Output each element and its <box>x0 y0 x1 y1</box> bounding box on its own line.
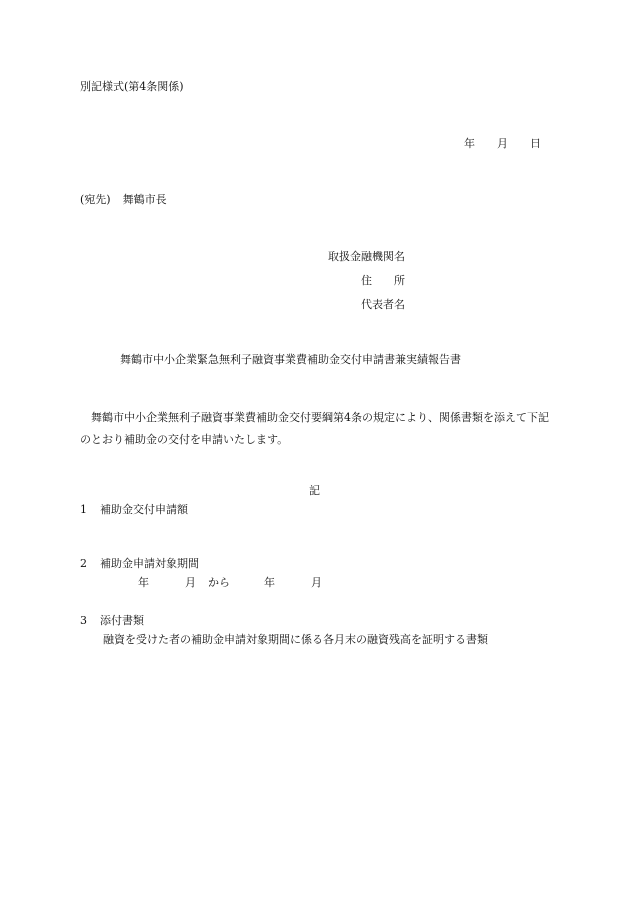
address-char-1: 住 <box>361 274 372 287</box>
item-3-label: 添付書類 <box>100 614 144 627</box>
period-to-year: 年 <box>264 576 275 589</box>
item-2-number: 2 <box>80 557 87 570</box>
attachment-description: 融資を受けた者の補助金申請対象期間に係る各月末の融資残高を証明する書類 <box>103 633 488 646</box>
addressee-prefix: (宛先) <box>80 193 111 206</box>
item-2-label: 補助金申請対象期間 <box>100 557 199 570</box>
period-from-year: 年 <box>138 576 149 589</box>
item-3-number: 3 <box>80 614 87 627</box>
body-paragraph: 舞鶴市中小企業無利子融資事業費補助金交付要綱第4条の規定により、関係書類を添えて下記のとおり補助金の交付を申請いたします。 <box>80 411 549 446</box>
period-line <box>138 576 322 589</box>
item-1-number: 1 <box>80 503 87 516</box>
period-to-month: 月 <box>311 576 322 589</box>
period-from-month: 月 <box>185 576 196 589</box>
date-line <box>464 137 541 150</box>
item-1-label: 補助金交付申請額 <box>100 503 188 516</box>
item-2-heading <box>80 557 199 570</box>
ki-heading: 記 <box>309 484 320 497</box>
addressee <box>80 193 167 206</box>
date-year: 年 <box>464 137 475 150</box>
document-title: 舞鶴市中小企業緊急無利子融資事業費補助金交付申請書兼実績報告書 <box>120 353 461 366</box>
item-1-heading <box>80 503 188 516</box>
applicant-org-label: 取扱金融機関名 <box>328 250 405 263</box>
date-month: 月 <box>497 137 508 150</box>
applicant-rep-label: 代表者名 <box>361 298 405 311</box>
addressee-name: 舞鶴市長 <box>122 193 167 206</box>
period-from-word: から <box>208 576 230 589</box>
applicant-address-label <box>361 274 405 287</box>
form-reference: 別記様式(第4条関係) <box>80 80 184 93</box>
address-char-2: 所 <box>394 274 405 287</box>
date-day: 日 <box>530 137 541 150</box>
item-3-heading <box>80 614 144 627</box>
